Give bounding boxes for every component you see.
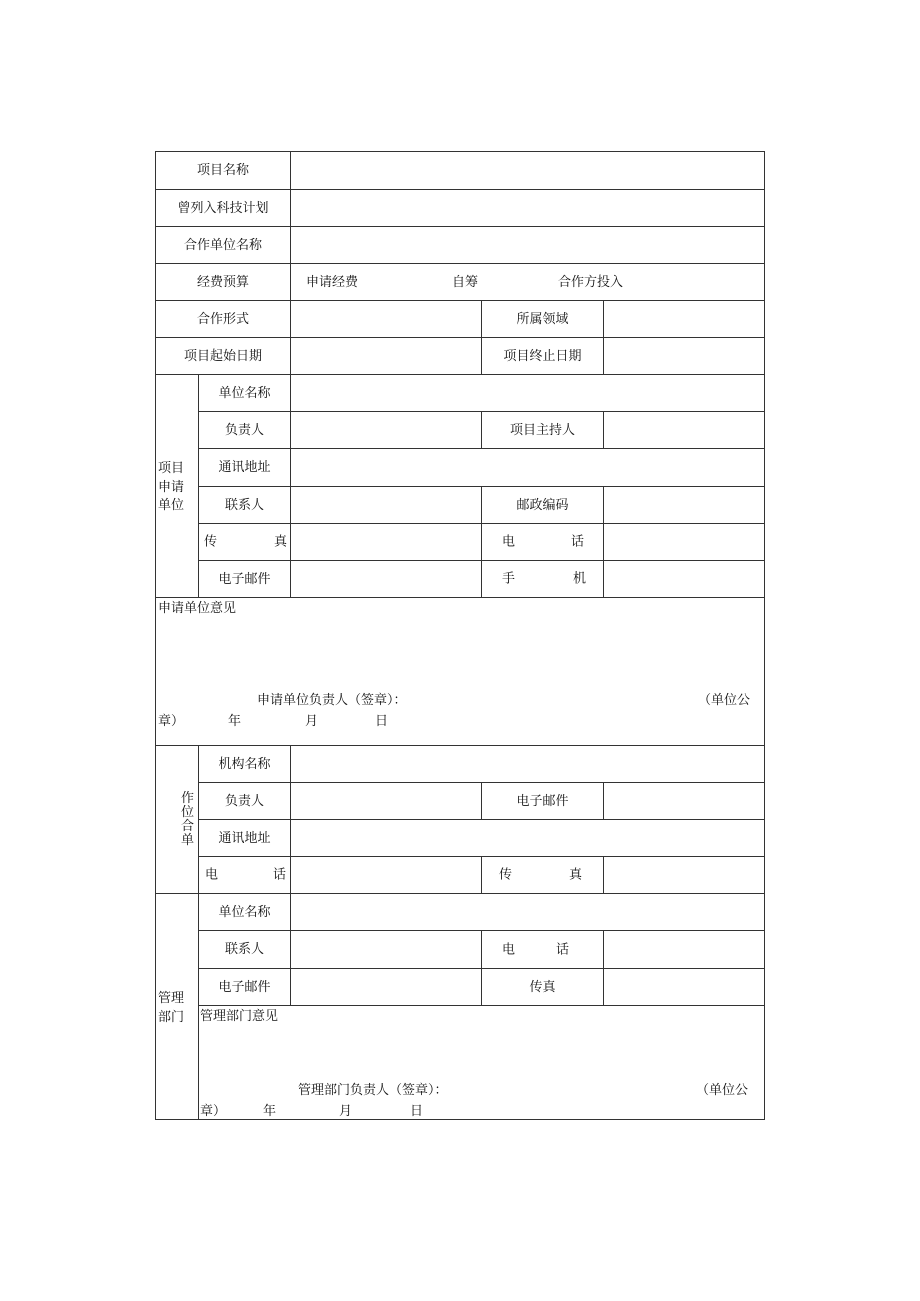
applicant-host-label: 项目主持人 <box>509 422 575 438</box>
partner-fax-value <box>603 856 765 894</box>
budget-partner-label: 合作方投入 <box>558 275 624 290</box>
applicant-opinion-year: 年 <box>228 714 242 729</box>
applicant-fax-value <box>290 523 482 561</box>
end-date-value <box>603 337 765 375</box>
applicant-opinion-signer: 申请单位负责人（签章）： <box>257 693 407 708</box>
applicant-email-value <box>290 560 482 598</box>
mgmt-phone-value <box>603 930 765 969</box>
applicant-postcode-value <box>603 486 765 524</box>
applicant-unit-name-value <box>290 374 765 412</box>
mgmt-opinion-day: 日 <box>410 1104 424 1119</box>
coop-form-label-cell <box>155 300 291 338</box>
partner-leader-value <box>290 782 482 820</box>
partner-email-label-cell <box>481 782 604 820</box>
mgmt-opinion-year: 年 <box>263 1104 277 1119</box>
start-date-value <box>290 337 482 375</box>
applicant-address-label: 通讯地址 <box>218 460 271 475</box>
start-date-label: 项目起始日期 <box>183 348 262 364</box>
applicant-leader-label-cell <box>198 411 291 449</box>
mgmt-phone-label-cell <box>481 930 604 969</box>
partner-leader-label: 负责人 <box>224 793 264 809</box>
partner-address-value <box>290 819 765 857</box>
applicant-leader-label: 负责人 <box>224 422 264 438</box>
partner-name-value <box>290 226 765 264</box>
applicant-mobile-label-cell <box>481 560 604 598</box>
partner-fax-label-cell <box>481 856 604 894</box>
applicant-email-label: 电子邮件 <box>218 571 271 587</box>
mgmt-unit-name-label: 单位名称 <box>218 904 271 920</box>
mgmt-phone-label: 电 话 <box>502 942 569 957</box>
applicant-phone-label-cell <box>481 523 604 561</box>
partner-phone-label-cell <box>198 856 291 894</box>
applicant-group-label-cell <box>155 374 199 598</box>
partner-fax-label: 传 真 <box>499 867 582 883</box>
mgmt-opinion-signer: 管理部门负责人（签章）： <box>298 1083 448 1098</box>
prior-plan-value <box>290 189 765 227</box>
partner-org-name-label-cell <box>198 745 291 783</box>
partner-group-label-cell <box>155 745 199 894</box>
applicant-opinion-box <box>155 597 765 746</box>
partner-address-label: 通讯地址 <box>218 830 271 846</box>
budget-label-cell <box>155 263 291 301</box>
applicant-fax-label-cell <box>198 523 291 561</box>
end-date-label: 项目终止日期 <box>503 348 582 364</box>
applicant-unit-name-label: 单位名称 <box>218 385 271 401</box>
applicant-contact-value <box>290 486 482 524</box>
applicant-opinion-month: 月 <box>305 714 319 729</box>
applicant-email-label-cell <box>198 560 291 598</box>
applicant-opinion-seal-a: （单位公 <box>698 693 751 708</box>
project-name-value <box>290 151 765 190</box>
applicant-mobile-value <box>603 560 765 598</box>
partner-phone-value <box>290 856 482 894</box>
applicant-contact-label: 联系人 <box>224 497 264 513</box>
applicant-opinion-seal-b: 章） <box>158 714 185 729</box>
applicant-unit-name-label-cell <box>198 374 291 412</box>
partner-email-value <box>603 782 765 820</box>
budget-applied-label: 申请经费 <box>306 275 359 290</box>
mgmt-group-line-1: 管理 <box>158 991 185 1006</box>
coop-form-value <box>290 300 482 338</box>
field-label: 所属领域 <box>516 311 569 327</box>
mgmt-fax-label-cell <box>481 968 604 1006</box>
mgmt-email-label: 电子邮件 <box>218 979 271 995</box>
partner-leader-label-cell <box>198 782 291 820</box>
applicant-address-label-cell <box>198 448 291 487</box>
applicant-postcode-label-cell <box>481 486 604 524</box>
partner-group-char-1: 作 <box>181 791 195 806</box>
partner-org-name-label: 机构名称 <box>218 756 271 772</box>
applicant-mobile-label: 手 机 <box>502 571 586 587</box>
applicant-group-line-2: 申请 <box>158 480 185 495</box>
mgmt-unit-name-label-cell <box>198 893 291 931</box>
partner-name-label: 合作单位名称 <box>183 237 262 253</box>
project-name-label-cell <box>155 151 291 190</box>
mgmt-opinion-seal-a: （单位公 <box>696 1083 749 1098</box>
field-value <box>603 300 765 338</box>
applicant-phone-label: 电 话 <box>502 534 584 550</box>
budget-label: 经费预算 <box>196 274 249 290</box>
applicant-opinion-day: 日 <box>375 714 389 729</box>
mgmt-fax-label: 传真 <box>529 979 556 995</box>
mgmt-contact-label: 联系人 <box>224 942 264 957</box>
applicant-fax-label: 传 真 <box>204 534 287 550</box>
partner-group-char-3: 合 <box>181 819 195 834</box>
partner-group-char-4: 单 <box>181 833 195 848</box>
mgmt-group-label-cell <box>155 893 199 1120</box>
partner-address-label-cell <box>198 819 291 857</box>
partner-org-name-value <box>290 745 765 783</box>
partner-name-label-cell <box>155 226 291 264</box>
budget-self-label: 自筹 <box>452 275 479 290</box>
applicant-opinion-title: 申请单位意见 <box>158 601 237 616</box>
applicant-address-value <box>290 448 765 487</box>
applicant-host-value <box>603 411 765 449</box>
applicant-contact-label-cell <box>198 486 291 524</box>
mgmt-opinion-box <box>198 1005 765 1120</box>
mgmt-opinion-title: 管理部门意见 <box>200 1009 279 1024</box>
applicant-group-line-1: 项目 <box>158 461 185 476</box>
mgmt-email-value <box>290 968 482 1006</box>
applicant-postcode-label: 邮政编码 <box>516 497 569 513</box>
mgmt-opinion-month: 月 <box>339 1104 353 1119</box>
applicant-leader-value <box>290 411 482 449</box>
field-label-cell <box>481 300 604 338</box>
mgmt-opinion-seal-b: 章） <box>200 1104 227 1119</box>
prior-plan-label-cell <box>155 189 291 227</box>
end-date-label-cell <box>481 337 604 375</box>
mgmt-fax-value <box>603 968 765 1006</box>
applicant-group-line-3: 单位 <box>158 498 185 513</box>
mgmt-contact-value <box>290 930 482 969</box>
coop-form-label: 合作形式 <box>196 311 249 327</box>
partner-email-label: 电子邮件 <box>516 793 569 809</box>
start-date-label-cell <box>155 337 291 375</box>
project-name-label: 项目名称 <box>196 163 249 178</box>
partner-phone-label: 电 话 <box>205 867 286 883</box>
partner-group-char-2: 位 <box>181 805 195 820</box>
mgmt-unit-name-value <box>290 893 765 931</box>
applicant-host-label-cell <box>481 411 604 449</box>
budget-value <box>290 263 765 301</box>
mgmt-email-label-cell <box>198 968 291 1006</box>
applicant-phone-value <box>603 523 765 561</box>
mgmt-contact-label-cell <box>198 930 291 969</box>
mgmt-group-line-2: 部门 <box>158 1010 185 1025</box>
prior-plan-label: 曾列入科技计划 <box>177 200 269 216</box>
